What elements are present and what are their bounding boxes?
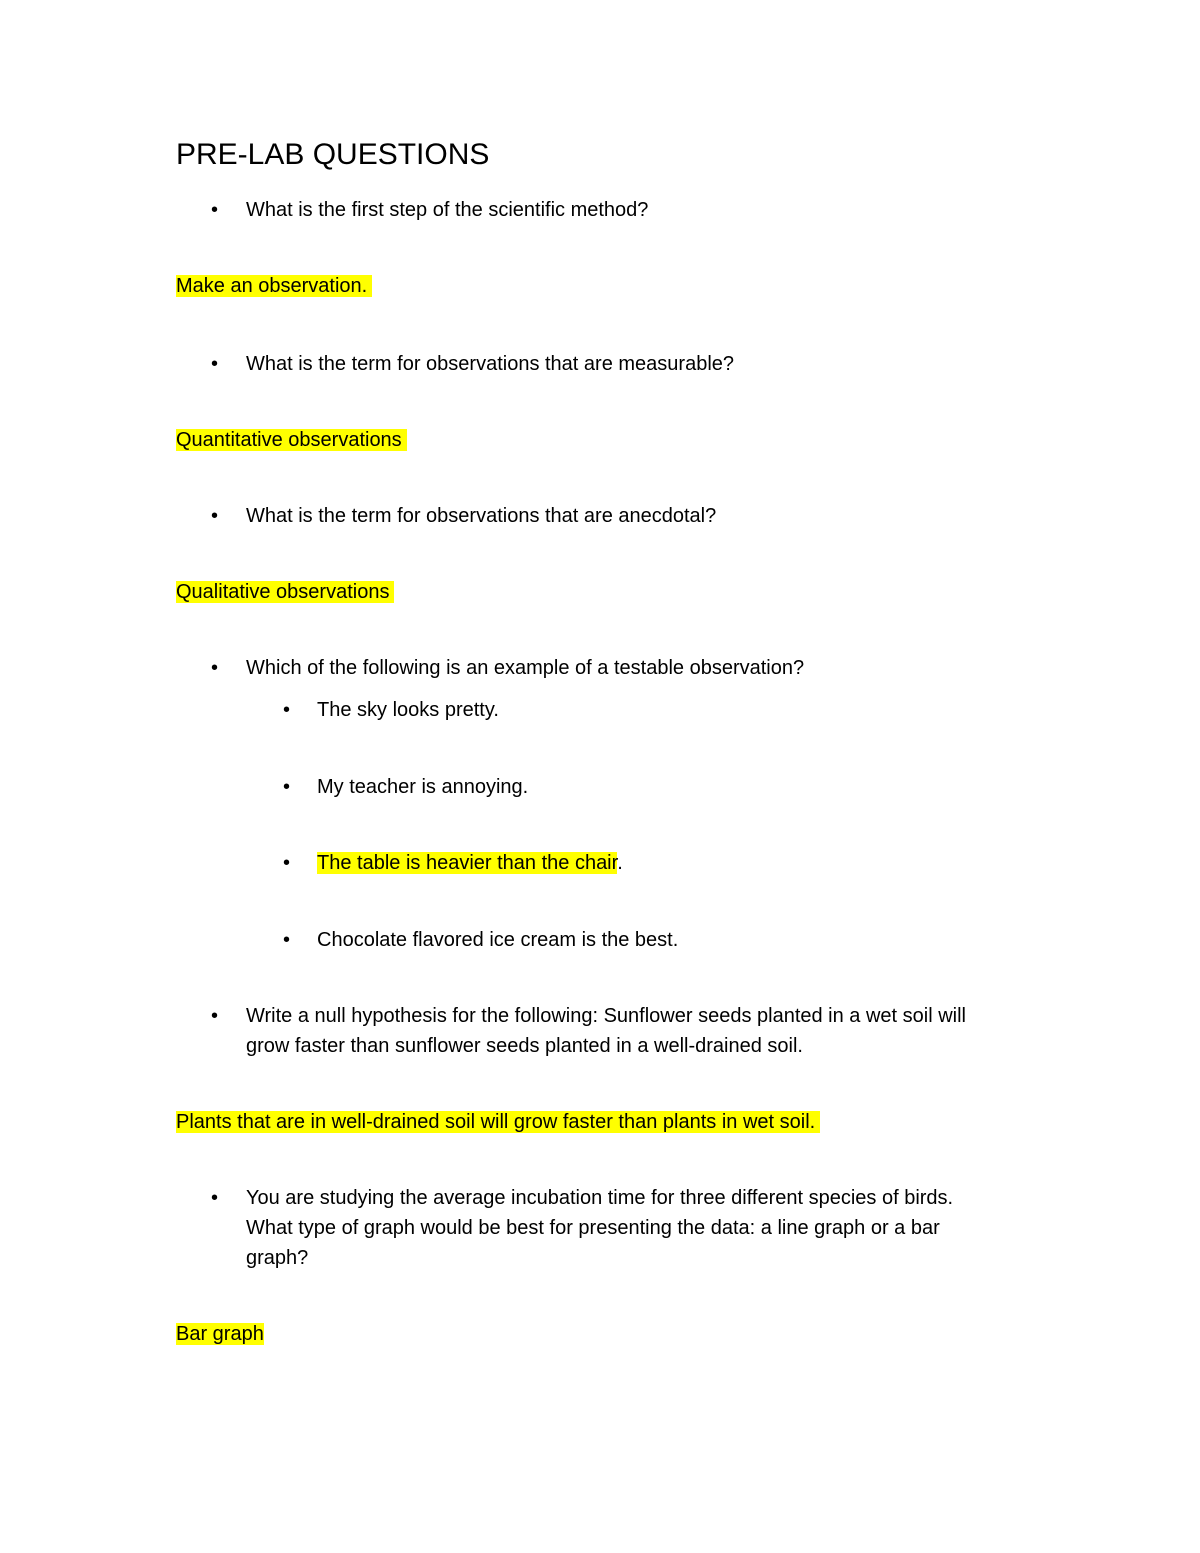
question-6-line-3: graph? xyxy=(246,1247,309,1269)
answer-5-text: Plants that are in well-drained soil will grow faster than plants in wet soil. xyxy=(176,1111,820,1133)
sub-bullet-icon: • xyxy=(283,929,291,951)
sub-bullet-icon: • xyxy=(283,852,291,874)
answer-3-text: Qualitative observations xyxy=(176,581,394,603)
page-title: PRE-LAB QUESTIONS xyxy=(176,138,490,171)
question-1: What is the first step of the scientific method? xyxy=(246,199,649,221)
question-2: What is the term for observations that are measurable? xyxy=(246,353,735,375)
bullet-icon: • xyxy=(211,353,219,375)
answer-1-text: Make an observation. xyxy=(176,275,372,297)
option-3-highlighted: The table is heavier than the chair xyxy=(317,852,618,874)
answer-5 xyxy=(176,1107,820,1137)
option-4: Chocolate flavored ice cream is the best. xyxy=(317,929,679,951)
sub-bullet-icon: • xyxy=(283,776,291,798)
question-4: Which of the following is an example of a testable observation? xyxy=(246,657,805,679)
bullet-icon: • xyxy=(211,657,219,679)
option-3 xyxy=(317,848,623,878)
answer-2-text: Quantitative observations xyxy=(176,429,407,451)
answer-2 xyxy=(176,425,407,455)
answer-6 xyxy=(176,1319,264,1349)
bullet-icon: • xyxy=(211,1005,219,1027)
sub-bullet-icon: • xyxy=(283,699,291,721)
question-6-line-1: You are studying the average incubation time for three different species of birds. xyxy=(246,1187,954,1209)
answer-1 xyxy=(176,271,372,301)
option-1: The sky looks pretty. xyxy=(317,699,499,721)
question-3: What is the term for observations that are anecdotal? xyxy=(246,505,717,527)
bullet-icon: • xyxy=(211,505,219,527)
bullet-icon: • xyxy=(211,199,219,221)
option-3-suffix: . xyxy=(617,852,623,874)
bullet-icon: • xyxy=(211,1187,219,1209)
question-6-line-2: What type of graph would be best for presenting the data: a line graph or a bar xyxy=(246,1217,940,1239)
question-5-line-1: Write a null hypothesis for the following: Sunflower seeds planted in a wet soil will xyxy=(246,1005,966,1027)
question-5-line-2: grow faster than sunflower seeds planted in a well-drained soil. xyxy=(246,1035,803,1057)
answer-6-text: Bar graph xyxy=(176,1323,264,1345)
answer-3 xyxy=(176,577,394,607)
option-2: My teacher is annoying. xyxy=(317,776,529,798)
